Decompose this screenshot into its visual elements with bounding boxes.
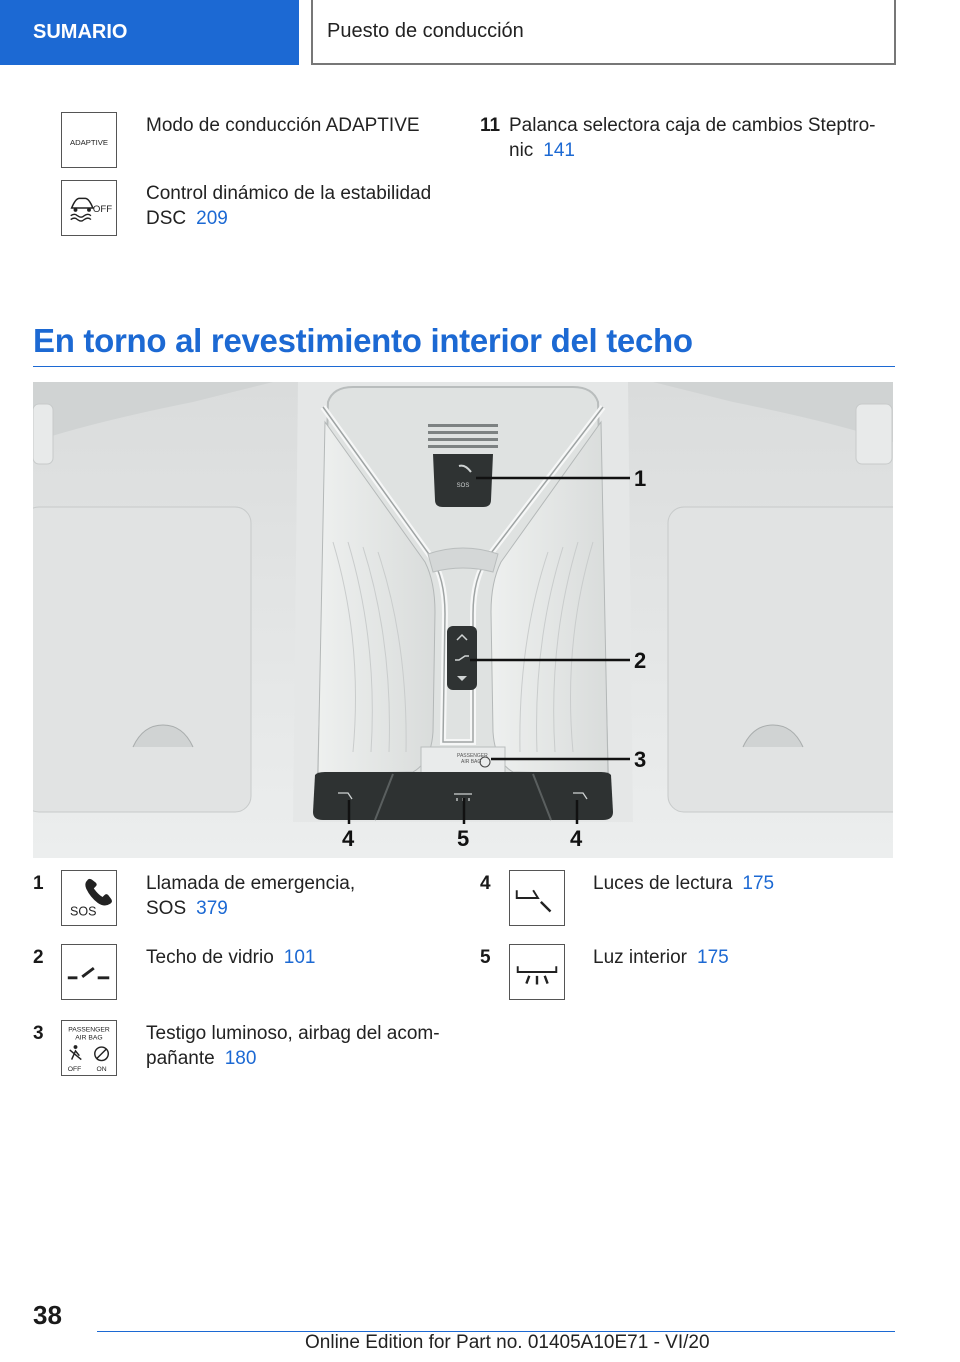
airbag-line2: AIR BAG [75,1034,103,1042]
section-rule [33,366,895,367]
legend-1-number: 1 [33,873,44,894]
legend-3-text: Testigo luminoso, airbag del acom- pañante 180 [146,1023,440,1069]
svg-text:SOS: SOS [456,483,470,489]
legend-4-text: Luces de lectura 175 [593,873,775,894]
callout-2: 2 [634,648,647,673]
steptronic-page-link[interactable]: 141 [543,140,575,161]
sumario-tab[interactable] [0,0,299,65]
airbag-line1: PASSENGER [68,1026,110,1034]
item-11-number: 11 [480,115,501,136]
callout-3: 3 [634,747,647,772]
dsc-off-icon [61,180,117,236]
chapter-header [311,0,896,65]
airbag-off-label: OFF [67,1066,82,1074]
legend-4-number: 4 [480,873,491,894]
item-11-text: Palanca selectora caja de cambios Steptro-nic 141 [509,115,876,161]
legend-2-text: Techo de vidrio 101 [146,947,316,968]
callout-5: 5 [457,826,470,851]
svg-text:AIR BAG: AIR BAG [461,759,482,765]
callout-1: 1 [634,466,647,491]
legend-5-text: Luz interior 175 [593,947,729,968]
interior-light-page-link[interactable]: 175 [697,947,729,968]
sos-page-link[interactable]: 379 [196,898,228,919]
headliner-figure [33,382,893,858]
dsc-item-text: Control dinámico de la estabilidad DSC 209 [146,183,432,229]
reading-light-page-link[interactable]: 175 [742,873,775,894]
page-number: 38 [33,1300,62,1330]
legend-3-number: 3 [33,1023,44,1044]
glass-roof-icon [61,944,117,1000]
adaptive-item-text: Modo de conducción ADAPTIVE [146,115,420,136]
sos-icon [61,870,117,926]
legend-5-number: 5 [480,947,491,968]
dsc-page-link[interactable]: 209 [196,208,228,229]
edition-text: Online Edition for Part no. 01405A10E71 - VI/20 [305,1332,710,1353]
dsc-off-label: OFF [92,203,113,215]
reading-light-icon [509,870,565,926]
sumario-label: SUMARIO [33,21,128,43]
adaptive-icon-label: ADAPTIVE [69,137,109,147]
passenger-airbag-icon [61,1020,117,1076]
glass-roof-page-link[interactable]: 101 [283,947,316,968]
callout-4-left: 4 [342,826,355,851]
svg-text:PASSENGER: PASSENGER [457,753,488,759]
airbag-page-link[interactable]: 180 [224,1048,257,1069]
legend-2-number: 2 [33,947,44,968]
airbag-on-label: ON [96,1066,107,1074]
adaptive-icon [61,112,117,168]
section-title: En torno al revestimiento interior del techo [33,322,693,359]
interior-light-icon [509,944,565,1000]
legend-1-text: Llamada de emergencia, SOS 379 [146,873,356,919]
callout-4-right: 4 [570,826,583,851]
sos-icon-label: SOS [69,904,97,919]
chapter-title: Puesto de conducción [327,20,524,42]
